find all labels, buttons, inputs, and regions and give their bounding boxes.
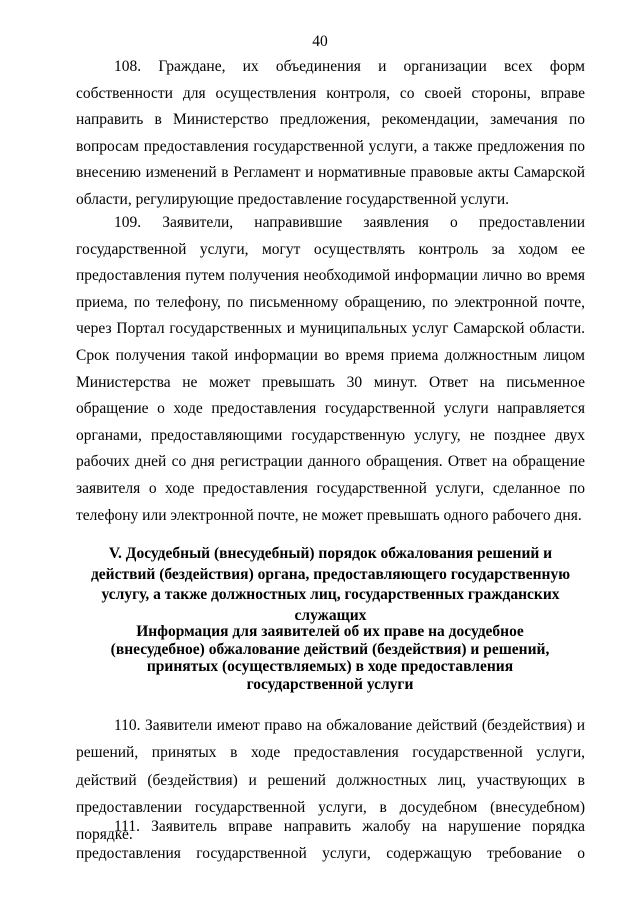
paragraph-108: 108. Граждане, их объединения и организации всех форм собственности для осуществления контроля, со своей стороны, вправе направить в Министерство предложения, рекомендации, замечания по вопросам предоставления государственной услуги, а также предложения по внесению изменений в Регламент и нормативные правовые акты Самарской области, регулирующие предоставление государственной услуги. bbox=[76, 58, 585, 208]
section-heading: V. Досудебный (внесудебный) порядок обжалования решений и действий (бездействия) органа, предоставляющего государственную услугу, а также должностных лиц, государственных гражданских служащих bbox=[90, 545, 571, 624]
paragraph-109: 109. Заявители, направившие заявления о предоставлении государственной услуги, могут осуществлять контроль за ходом ее предоставления путем получения необходимой информации лично во время приема, по телефону, по письменному обращению, по электронной почте, через Портал государственных и муниципальных услуг Самарской области. Срок получения такой информации во время приема должностным лицом Министерства не может превышать 30 минут. Ответ на письменное обращение о ходе предоставления государственной услуги направляется органами, предоставляющими государственную услугу, не позднее двух рабочих дней со дня регистрации данного обращения. Ответ на обращение заявителя о ходе предоставления государственной услуги, сделанное по телефону или электронной почте, не может превышать одного рабочего дня. bbox=[76, 214, 585, 524]
subsection-heading: Информация для заявителей об их праве на досудебное (внесудебное) обжалование действий (бездействия) и решений, принятых (осуществляемых) в ходе предоставления государственной услуги bbox=[110, 623, 550, 693]
paragraph-111: 111. Заявитель вправе направить жалобу на нарушение порядка предоставления государственной услуги, содержащую требование о bbox=[76, 818, 585, 862]
page-number: 40 bbox=[312, 33, 328, 50]
paragraph-110: 110. Заявители имеют право на обжалование действий (бездействия) и решений, принятых в ходе предоставления государственной услуги, действий (бездействия) и решений должностных лиц, участвующих в предоставлении государственной услуги, в досудебном (внесудебном) порядке. bbox=[76, 717, 585, 844]
